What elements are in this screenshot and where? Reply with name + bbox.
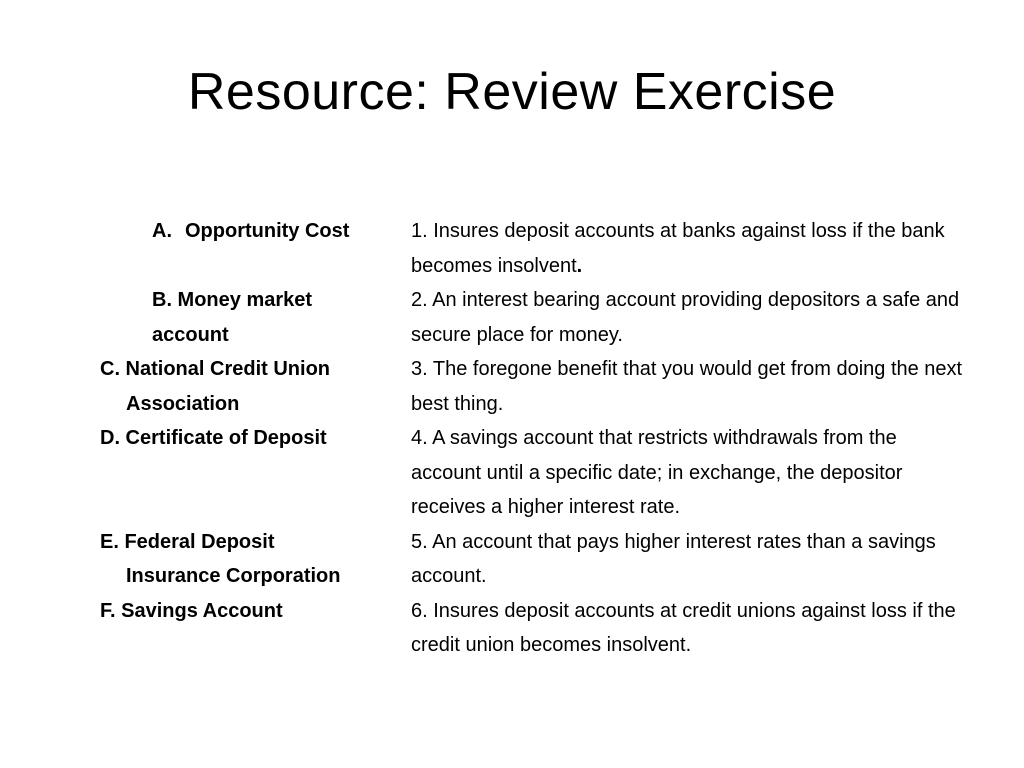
term-e — [100, 525, 400, 594]
term-a — [100, 214, 400, 283]
term-c-line-1: C. National Credit Union — [100, 358, 330, 380]
definition-3 — [411, 352, 971, 421]
term-f — [100, 594, 400, 629]
term-f-line-1: F. Savings Account — [100, 599, 283, 622]
term-a-text: Opportunity Cost — [185, 220, 350, 242]
term-e-line-2: Insurance Corporation — [126, 565, 341, 587]
definition-5 — [411, 525, 971, 594]
definition-4 — [411, 421, 971, 525]
definition-6-text: 6. Insures deposit accounts at credit unions against loss if the credit union becomes insolvent. — [411, 599, 956, 656]
definition-2-text: 2. An interest bearing account providing depositors a safe and secure place for money. — [411, 289, 960, 346]
term-d — [100, 421, 400, 525]
definition-3-text: 3. The foregone benefit that you would get from doing the next best thing. — [411, 358, 963, 415]
term-a-letter: A. — [152, 220, 172, 242]
definition-4-text: 4. A savings account that restricts withdrawals from the account until a specific date; in exchange, the depositor receives a higher interest rate. — [411, 427, 903, 518]
term-e-line-1: E. Federal Deposit — [100, 530, 275, 553]
definition-1-emphasis: . — [576, 254, 583, 277]
term-c-line-2: Association — [126, 392, 240, 415]
definitions-column — [411, 214, 971, 663]
term-d-line-1: D. Certificate of Deposit — [100, 427, 327, 449]
term-b-line-1: B. Money market — [152, 289, 313, 311]
definition-1 — [411, 214, 971, 283]
term-c — [100, 352, 400, 421]
definition-1-text: 1. Insures deposit accounts at banks against loss if the bank becomes insolvent — [411, 220, 945, 277]
terms-column — [100, 214, 400, 628]
definition-2 — [411, 283, 971, 352]
slide-title: Resource: Review Exercise — [187, 63, 837, 121]
term-b-line-2: account — [152, 323, 229, 346]
definition-5-text: 5. An account that pays higher interest rates than a savings account. — [411, 530, 936, 587]
definition-6 — [411, 594, 971, 663]
term-b — [100, 283, 400, 352]
